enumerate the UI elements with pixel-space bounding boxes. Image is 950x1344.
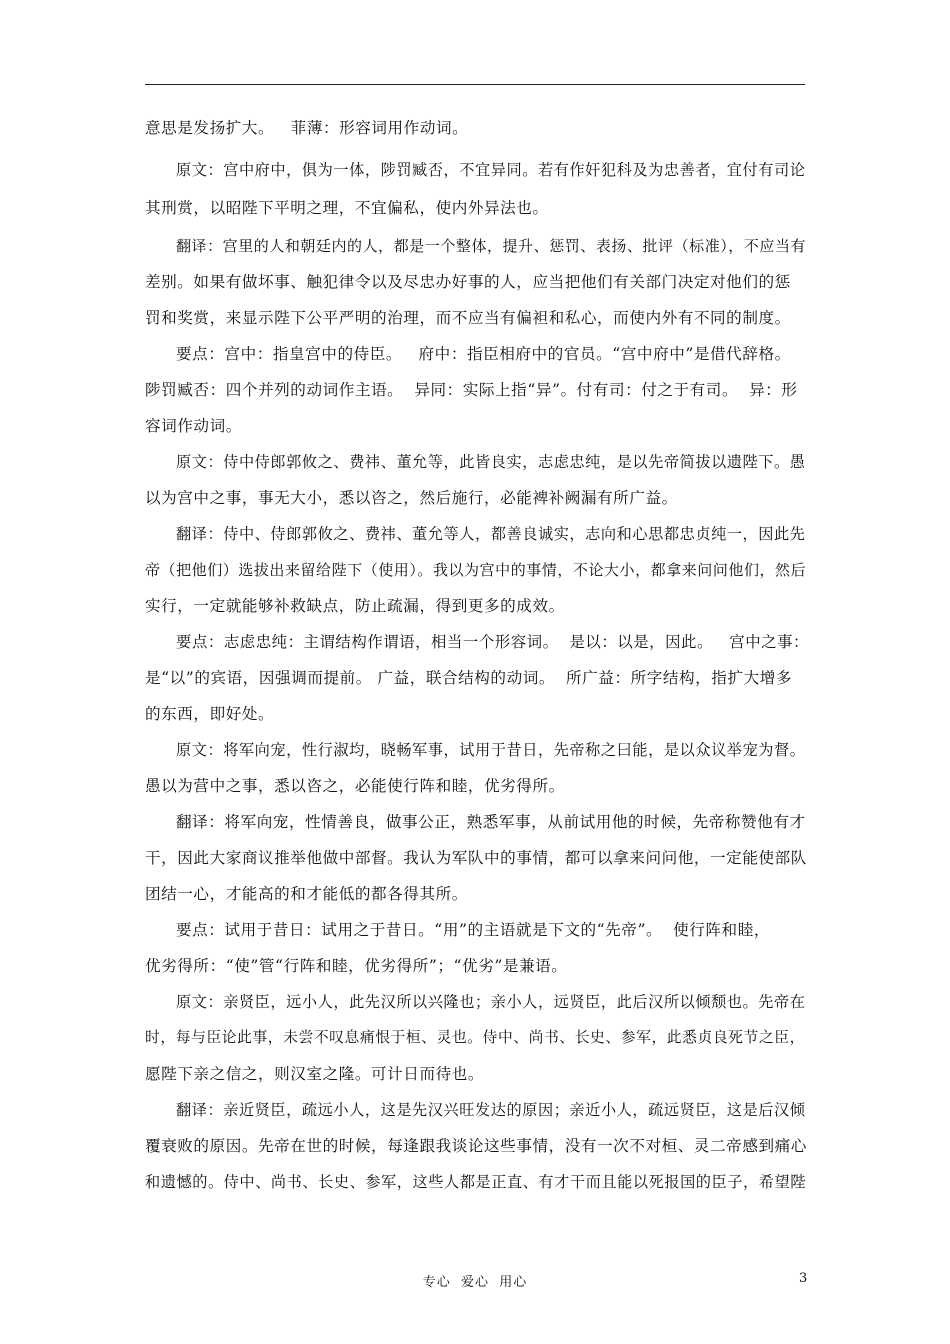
text-line: 要点：志虑忠纯：主谓结构作谓语，相当一个形容词。 是以：以是，因此。 宫中之事： bbox=[176, 633, 809, 651]
footer-motto: 专心 爱心 用心 bbox=[422, 1275, 528, 1290]
text-line: 原文：宫中府中，俱为一体，陟罚臧否，不宜异同。若有作奸犯科及为忠善者，宜付有司论 bbox=[176, 161, 806, 179]
text-line: 原文：侍中侍郎郭攸之、费祎、董允等，此皆良实，志虑忠纯，是以先帝简拔以遗陛下。愚 bbox=[176, 453, 806, 471]
text-line: 翻译：宫里的人和朝廷内的人，都是一个整体，提升、惩罚、表扬、批评（标准），不应当有 bbox=[176, 237, 807, 255]
text-line: 翻译：侍中、侍郎郭攸之、费祎、董允等人，都善良诚实，志向和心思都忠贞纯一，因此先 bbox=[176, 525, 806, 543]
text-line: 翻译：亲近贤臣，疏远小人，这是先汉兴旺发达的原因；亲近小人，疏远贤臣，这是后汉倾 bbox=[176, 1101, 806, 1119]
text-line: 是“以”的宾语，因强调而提前。 广益，联合结构的动词。 所广益：所字结构，指扩大增多 bbox=[145, 669, 793, 687]
text-line: 和遗憾的。侍中、尚书、长史、参军，这些人都是正直、有才干而且能以死报国的臣子，希望陛 bbox=[145, 1173, 806, 1191]
text-line: 干，因此大家商议推举他做中部督。我认为军队中的事情，都可以拿来问问他，一定能使部队 bbox=[145, 849, 807, 867]
text-line: 其刑赏，以昭陛下平明之理，不宜偏私，使内外异法也。 bbox=[145, 199, 549, 217]
text-line: 要点：试用于昔日：试用之于昔日。“用”的主语就是下文的“先帝”。 使行阵和睦， bbox=[176, 921, 770, 939]
text-line: 差别。如果有做坏事、触犯律令以及尽忠办好事的人，应当把他们有关部门决定对他们的惩 bbox=[145, 273, 791, 291]
text-line: 优劣得所：“使”管“行阵和睦，优劣得所”；“优劣”是兼语。 bbox=[145, 957, 568, 975]
text-line: 愿陛下亲之信之，则汉室之隆。可计日而待也。 bbox=[145, 1065, 485, 1083]
text-line: 罚和奖赏，来显示陛下公平严明的治理，而不应当有偏袒和私心，而使内外有不同的制度。 bbox=[145, 309, 791, 327]
text-line: 的东西，即好处。 bbox=[145, 705, 275, 723]
text-line: 愚以为营中之事，悉以咨之，必能使行阵和睦，优劣得所。 bbox=[145, 777, 565, 795]
text-line: 实行，一定就能够补救缺点，防止疏漏，得到更多的成效。 bbox=[145, 597, 565, 615]
header-rule bbox=[145, 84, 805, 85]
text-line: 陟罚臧否：四个并列的动词作主语。 异同：实际上指“异”。付有司：付之于有司。 异：形 bbox=[145, 381, 798, 399]
text-line: 帝（把他们）选拔出来留给陛下（使用）。我以为宫中的事情，不论大小，都拿来问问他们，然后 bbox=[145, 561, 807, 579]
text-line: 翻译：将军向宠，性情善良，做事公正，熟悉军事，从前试用他的时候，先帝称赞他有才 bbox=[176, 813, 806, 831]
text-line: 时，每与臣论此事，未尝不叹息痛恨于桓、灵也。侍中、尚书、长史、参军，此悉贞良死节之臣， bbox=[145, 1029, 805, 1046]
page-number: 3 bbox=[799, 1271, 808, 1286]
text-line: 容词作动词。 bbox=[145, 417, 242, 435]
text-line: 团结一心，才能高的和才能低的都各得其所。 bbox=[145, 885, 468, 903]
text-line: 原文：将军向宠，性行淑均，晓畅军事，试用于昔日，先帝称之曰能，是以众议举宠为督。 bbox=[176, 741, 806, 759]
text-line: 要点：宫中：指皇宫中的侍臣。 府中：指臣相府中的官员。“宫中府中”是借代辞格。 bbox=[176, 345, 791, 363]
text-line: 原文：亲贤臣，远小人，此先汉所以兴隆也；亲小人，远贤臣，此后汉所以倾颓也。先帝在 bbox=[176, 993, 806, 1011]
text-line: 覆衰败的原因。先帝在世的时候，每逢跟我谈论这些事情，没有一次不对桓、灵二帝感到痛心 bbox=[145, 1137, 807, 1155]
text-line: 意思是发扬扩大。 菲薄：形容词用作动词。 bbox=[145, 119, 469, 137]
text-line: 以为宫中之事，事无大小，悉以咨之，然后施行，必能裨补阙漏有所广益。 bbox=[145, 489, 678, 507]
